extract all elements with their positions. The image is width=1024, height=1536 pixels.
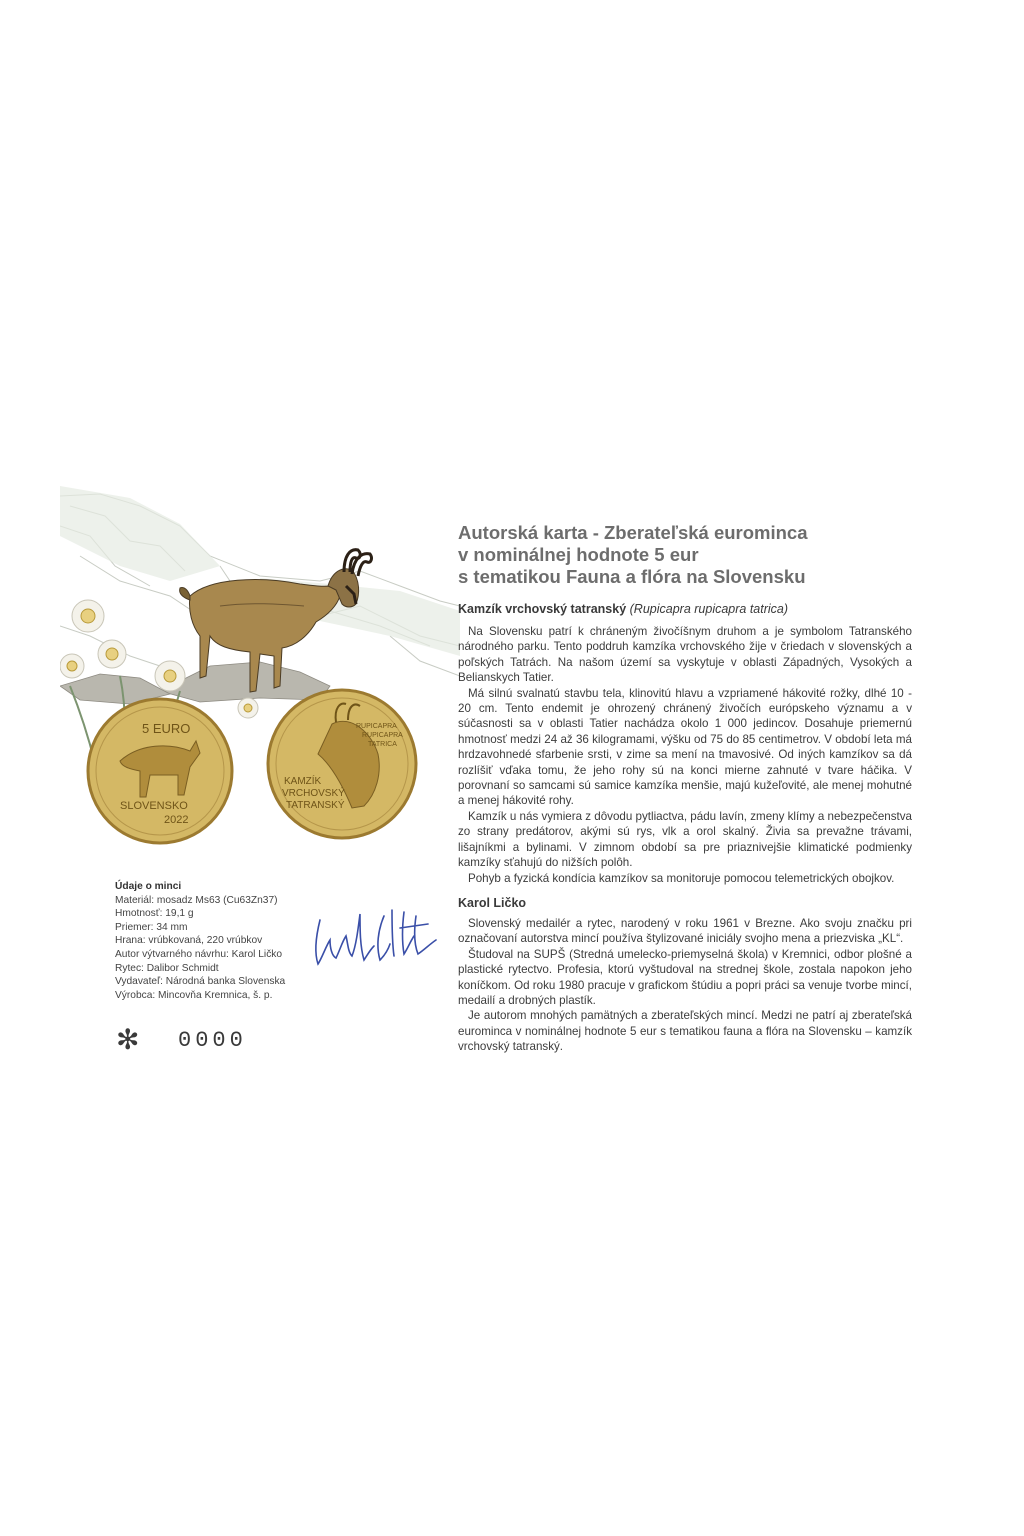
coin-year: 2022 <box>164 814 189 826</box>
coin-reverse-line-1: KAMZÍK <box>284 776 322 787</box>
edelweiss-1 <box>72 600 104 632</box>
spec-weight: Hmotnosť: 19,1 g <box>115 908 194 920</box>
serial-number: 0000 <box>178 1028 247 1053</box>
coin-reverse <box>268 690 416 838</box>
spec-diameter: Priemer: 34 mm <box>115 921 188 933</box>
rocks <box>60 662 330 704</box>
species-paragraph: Na Slovensku patrí k chráneným živočíšnym druhom a je symbolom Tatranského národného parku. Tento poddruh kamzíka vrchovského žije v čriedach v slovenských a poľských Tatrách. Na našom území sa vyskytuje v oblasti Západných, Vysokých a Belianskych Tatier. <box>458 625 912 685</box>
spec-issuer: Vydavateľ: Národná banka Slovenska <box>115 976 286 988</box>
coin-reverse-side-3: TATRICA <box>368 741 397 748</box>
author-paragraph: Študoval na SUPŠ (Stredná umelecko-priemyselná škola) v Kremnici, odbor plošné a plastické rytectvo. Profesia, ktorú vyštudoval na strednej škole, zostala napokon jeho koníčkom. Od roku 1980 pracuje v grafickom štúdiu a popri práci sa venuje tvorbe mincí, medailí a drobných plastík. <box>458 947 912 1008</box>
chamois-illustration <box>60 486 460 886</box>
coin-reverse-side-1: RUPICAPRA <box>356 723 397 730</box>
species-name: Kamzík vrchovský tatranský <box>458 602 627 616</box>
card-title <box>458 522 928 588</box>
coin-specs <box>115 880 315 1002</box>
edelweiss-4 <box>60 654 84 678</box>
coin-denomination: 5 EURO <box>142 721 191 736</box>
spec-engraver: Rytec: Dalibor Schmidt <box>115 962 219 974</box>
species-paragraph: Pohyb a fyzická kondícia kamzíkov sa monitoruje pomocou telemetrických obojkov. <box>468 871 895 885</box>
spec-material: Materiál: mosadz Ms63 (Cu63Zn37) <box>115 894 278 906</box>
spec-manufacturer: Výrobca: Mincovňa Kremnica, š. p. <box>115 989 273 1001</box>
edelweiss-3 <box>155 661 185 691</box>
species-description <box>458 624 912 886</box>
author-heading: Karol Ličko <box>458 896 527 910</box>
species-paragraph: Má silnú svalnatú stavbu tela, klinovitú hlavu a vzpriamené hákovité rožky, dlhé 10 - 20 cm. Tento endemit je ohrozený chránený živočích európskeho významu a v súčasnosti sa v oblasti Tatier nachádza okolo 1 000 jedincov. Dosahuje priemernú hmotnosť medzi 24 až 36 kilogramami, výšku od 75 do 85 centimetrov. V období leta má hrdzavohnedé sfarbenie srsti, v zime sa mení na tmavosivé. Od iných kamzíkov sa dá rozlíšiť vďaka tomu, že jeho rohy sú na konci mierne zahnuté v tvare háčika. V porovnaní so samcami sú samice kamzíka menšie, majú kužeľovité, ale menej mohutné a menej hákovité rohy. <box>458 686 912 808</box>
author-paragraph: Slovenský medailér a rytec, narodený v roku 1961 v Brezne. Ako svoju značku pri označovaní autorstva mincí používa štylizované iniciály svojho mena a priezviska „KL“. <box>458 917 912 946</box>
handwritten-signature <box>308 906 440 970</box>
edelweiss-5 <box>238 698 258 718</box>
coin-reverse-line-3: TATRANSKÝ <box>286 800 345 811</box>
title-line-1: Autorská karta - Zberateľská eurominca <box>458 522 808 543</box>
specs-title: Údaje o minci <box>115 881 182 892</box>
coin-reverse-line-2: VRCHOVSKÝ <box>282 788 345 799</box>
spec-edge: Hrana: vrúbkovaná, 220 vrúbkov <box>115 935 263 947</box>
species-paragraph: Kamzík u nás vymiera z dôvodu pytliactva, pádu lavín, zmeny klímy a nebezpečenstva zo strany predátorov, akými sú rys, vlk a orol skalný. Živia sa prevažne trávami, lišajníkmi a bylinami. V zimnom období sa pre priaznivejšie klimatické podmienky kamzíky sťahujú do nižších polôh. <box>458 809 912 870</box>
edelweiss-2 <box>98 640 126 668</box>
author-paragraph: Je autorom mnohých pamätných a zberateľských mincí. Medzi ne patrí aj zberateľská eurominca v nominálnej hodnote 5 eur s tematikou fauna a flóra na Slovensku – kamzík vrchovský tatranský. <box>458 1009 912 1054</box>
title-line-2: v nominálnej hodnote 5 eur <box>458 544 699 565</box>
coin-country: SLOVENSKO <box>120 800 188 812</box>
coin-reverse-side-2: RUPICAPRA <box>362 732 403 739</box>
asterisk-icon: ✻ <box>116 1023 140 1056</box>
species-heading <box>458 602 928 616</box>
spec-designer: Autor výtvarného návrhu: Karol Ličko <box>115 948 283 960</box>
coin-obverse <box>88 699 232 843</box>
title-line-3: s tematikou Fauna a flóra na Slovensku <box>458 566 806 587</box>
species-latin-name: (Rupicapra rupicapra tatrica) <box>629 602 789 616</box>
author-description <box>458 916 912 1055</box>
